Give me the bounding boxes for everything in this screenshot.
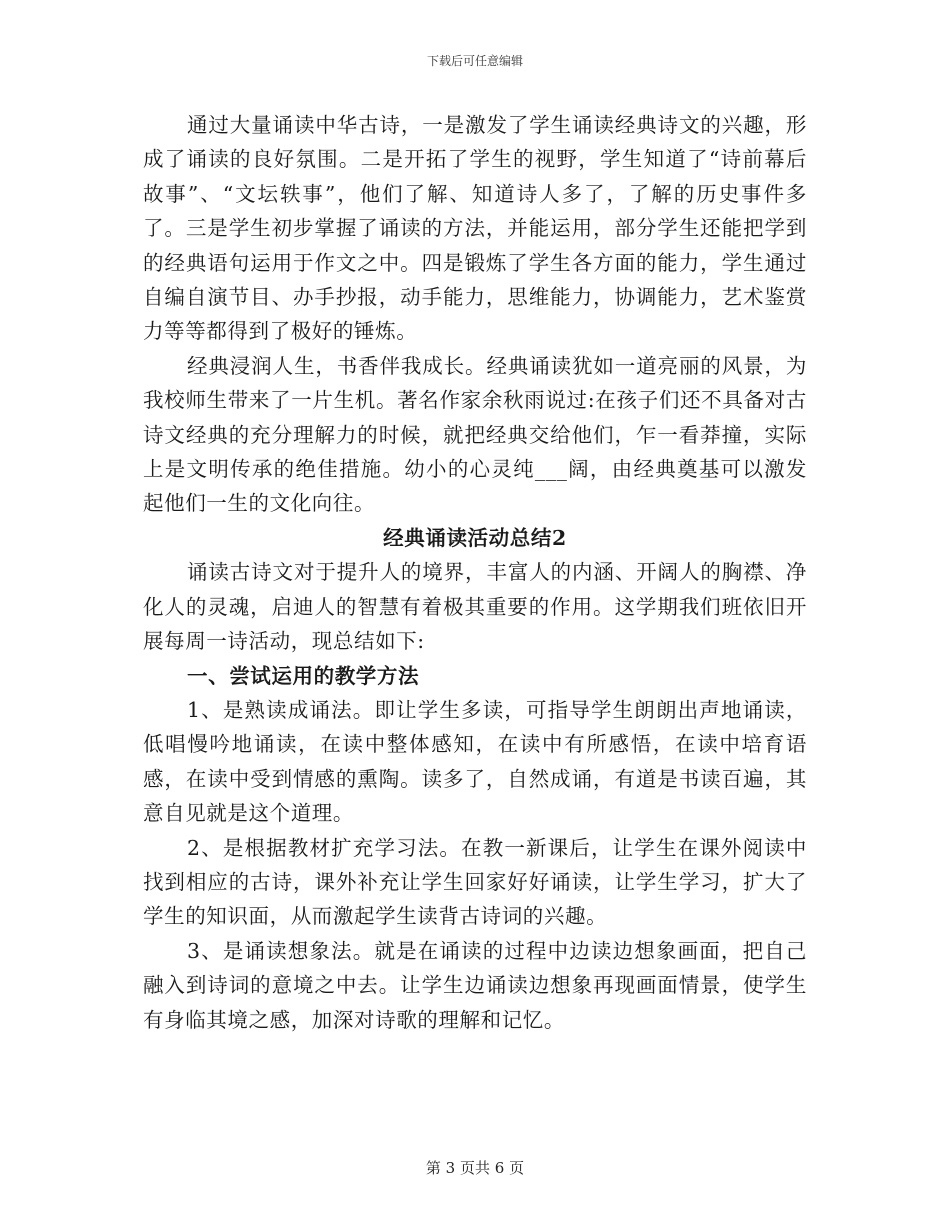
paragraph-6: 3、是诵读想象法。就是在诵读的过程中边读边想象画面，把自己融入到诗词的意境之中去。让学生边诵读边想象再现画面情景，使学生有身临其境之感，加深对诗歌的理解和记忆。 <box>143 938 807 1032</box>
paragraph-4: 1、是熟读成诵法。即让学生多读，可指导学生朗朗出声地诵读，低唱慢吟地诵读，在读中整体感知，在读中有所感悟，在读中培育语感，在读中受到情感的熏陶。读多了，自然成诵，有道是书读百遍，其意自见就是这个道理。 <box>143 697 807 826</box>
paragraph-1: 通过大量诵读中华古诗，一是激发了学生诵读经典诗文的兴趣，形成了诵读的良好氛围。二是开拓了学生的视野，学生知道了“诗前幕后故事”、“文坛轶事”，他们了解、知道诗人多了，了解的历史事件多了。三是学生初步掌握了诵读的方法，并能运用，部分学生还能把学到的经典语句运用于作文之中。四是锻炼了学生各方面的能力，学生通过自编自演节目、办手抄报，动手能力，思维能力，协调能力，艺术鉴赏力等等都得到了极好的锤炼。 <box>143 113 807 344</box>
paragraph-2: 经典浸润人生，书香伴我成长。经典诵读犹如一道亮丽的风景，为我校师生带来了一片生机。著名作家余秋雨说过:在孩子们还不具备对古诗文经典的充分理解力的时候，就把经典交给他们，乍一看莽撞，实际上是文明传承的绝佳措施。幼小的心灵纯___阔，由经典奠基可以激发起他们一生的文化向往。 <box>143 353 807 516</box>
paragraph-5: 2、是根据教材扩充学习法。在教一新课后，让学生在课外阅读中找到相应的古诗，课外补充让学生回家好好诵读，让学生学习，扩大了学生的知识面，从而激起学生读背古诗词的兴趣。 <box>143 835 807 929</box>
section-title: 经典诵读活动总结2 <box>383 525 567 550</box>
paragraph-3: 诵读古诗文对于提升人的境界，丰富人的内涵、开阔人的胸襟、净化人的灵魂，启迪人的智慧有着极其重要的作用。这学期我们班依旧开展每周一诗活动，现总结如下: <box>143 560 807 654</box>
page-header: 下载后可任意编辑 <box>426 54 523 68</box>
section-heading: 一、尝试运用的教学方法 <box>187 663 420 688</box>
document-body <box>143 108 807 1037</box>
page-footer: 第 3 页共 6 页 <box>425 1159 525 1177</box>
